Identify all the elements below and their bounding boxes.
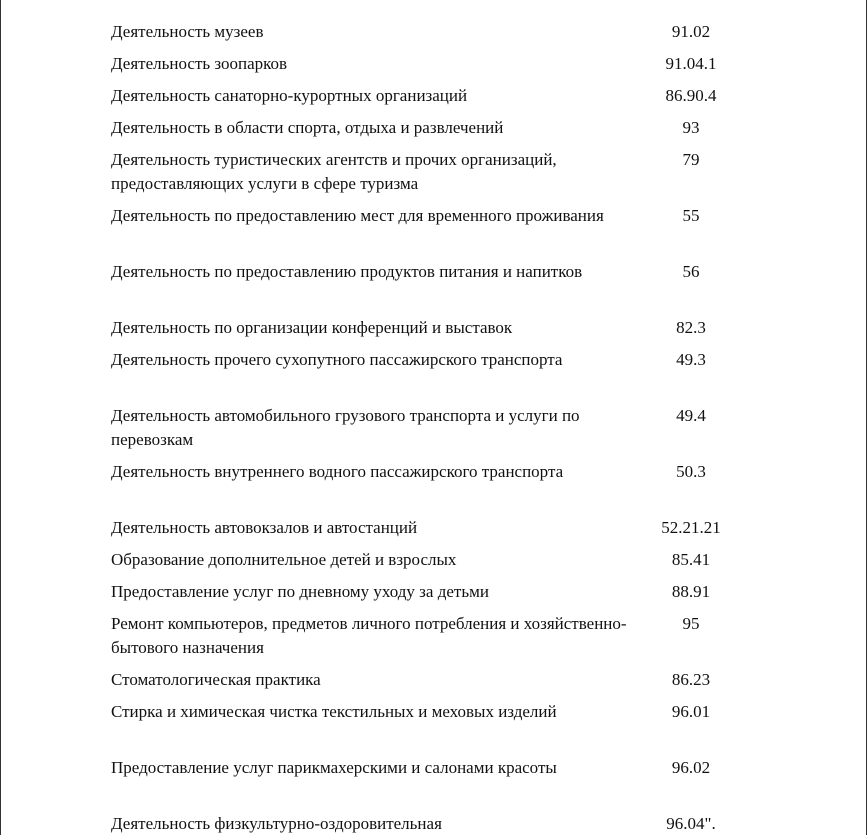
table-row [111,700,751,756]
activity-code-table [111,20,751,835]
activity-code: 49.3 [676,350,706,369]
table-row [111,204,751,260]
activity-code: 52.21.21 [661,518,721,537]
table-row [111,260,751,316]
activity-code: 50.3 [676,462,706,481]
activity-name: Деятельность по предоставлению продуктов питания и напитков [111,262,583,281]
activity-name: Деятельность санаторно-курортных организаций [111,86,468,105]
activity-name: Предоставление услуг по дневному уходу за детьми [111,582,489,601]
activity-code: 91.02 [671,22,711,41]
table-row [111,516,751,548]
activity-name: Деятельность автовокзалов и автостанций [111,518,418,537]
activity-name: Деятельность внутреннего водного пассажирского транспорта [111,462,564,481]
activity-name: Деятельность зоопарков [111,54,288,73]
table-row [111,404,751,460]
table-row [111,84,751,116]
table-row [111,316,751,348]
activity-code: 96.04". [666,814,716,833]
activity-code: 56 [682,262,700,281]
activity-code: 95 [682,614,700,633]
activity-name: Образование дополнительное детей и взрослых [111,550,457,569]
activity-name: Деятельность по организации конференций и выставок [111,318,513,337]
table-row [111,116,751,148]
table-row [111,460,751,516]
activity-code: 85.41 [671,550,711,569]
activity-code: 86.90.4 [665,86,717,105]
activity-name: Деятельность в области спорта, отдыха и развлечений [111,118,504,137]
table-row [111,52,751,84]
activity-code: 88.91 [671,582,711,601]
activity-code: 91.04.1 [665,54,717,73]
table-row [111,612,751,668]
table-row [111,348,751,404]
activity-name: Деятельность физкультурно-оздоровительная [111,814,442,833]
activity-code: 96.01 [671,702,711,721]
activity-name: Деятельность автомобильного грузового транспорта и услуги по перевозкам [111,406,580,449]
activity-name: Деятельность туристических агентств и прочих организаций, предоставляющих услуги в сфере туризма [111,150,557,193]
activity-code: 49.4 [676,406,706,425]
activity-name: Ремонт компьютеров, предметов личного потребления и хозяйственно-бытового назначения [111,614,627,657]
activity-name: Стоматологическая практика [111,670,321,689]
activity-code: 79 [682,150,700,169]
table-row [111,548,751,580]
activity-name: Предоставление услуг парикмахерскими и салонами красоты [111,758,557,777]
activity-code: 96.02 [671,758,711,777]
table-row [111,580,751,612]
activity-code: 55 [682,206,700,225]
table-row [111,148,751,204]
activity-name: Деятельность музеев [111,22,264,41]
table-row [111,812,751,835]
activity-name: Стирка и химическая чистка текстильных и меховых изделий [111,702,557,721]
activity-code: 82.3 [676,318,706,337]
table-row [111,668,751,700]
table-row [111,756,751,812]
activity-code: 86.23 [671,670,711,689]
activity-name: Деятельность по предоставлению мест для временного проживания [111,206,604,225]
activity-name: Деятельность прочего сухопутного пассажирского транспорта [111,350,563,369]
table-row [111,20,751,52]
activity-code: 93 [682,118,700,137]
